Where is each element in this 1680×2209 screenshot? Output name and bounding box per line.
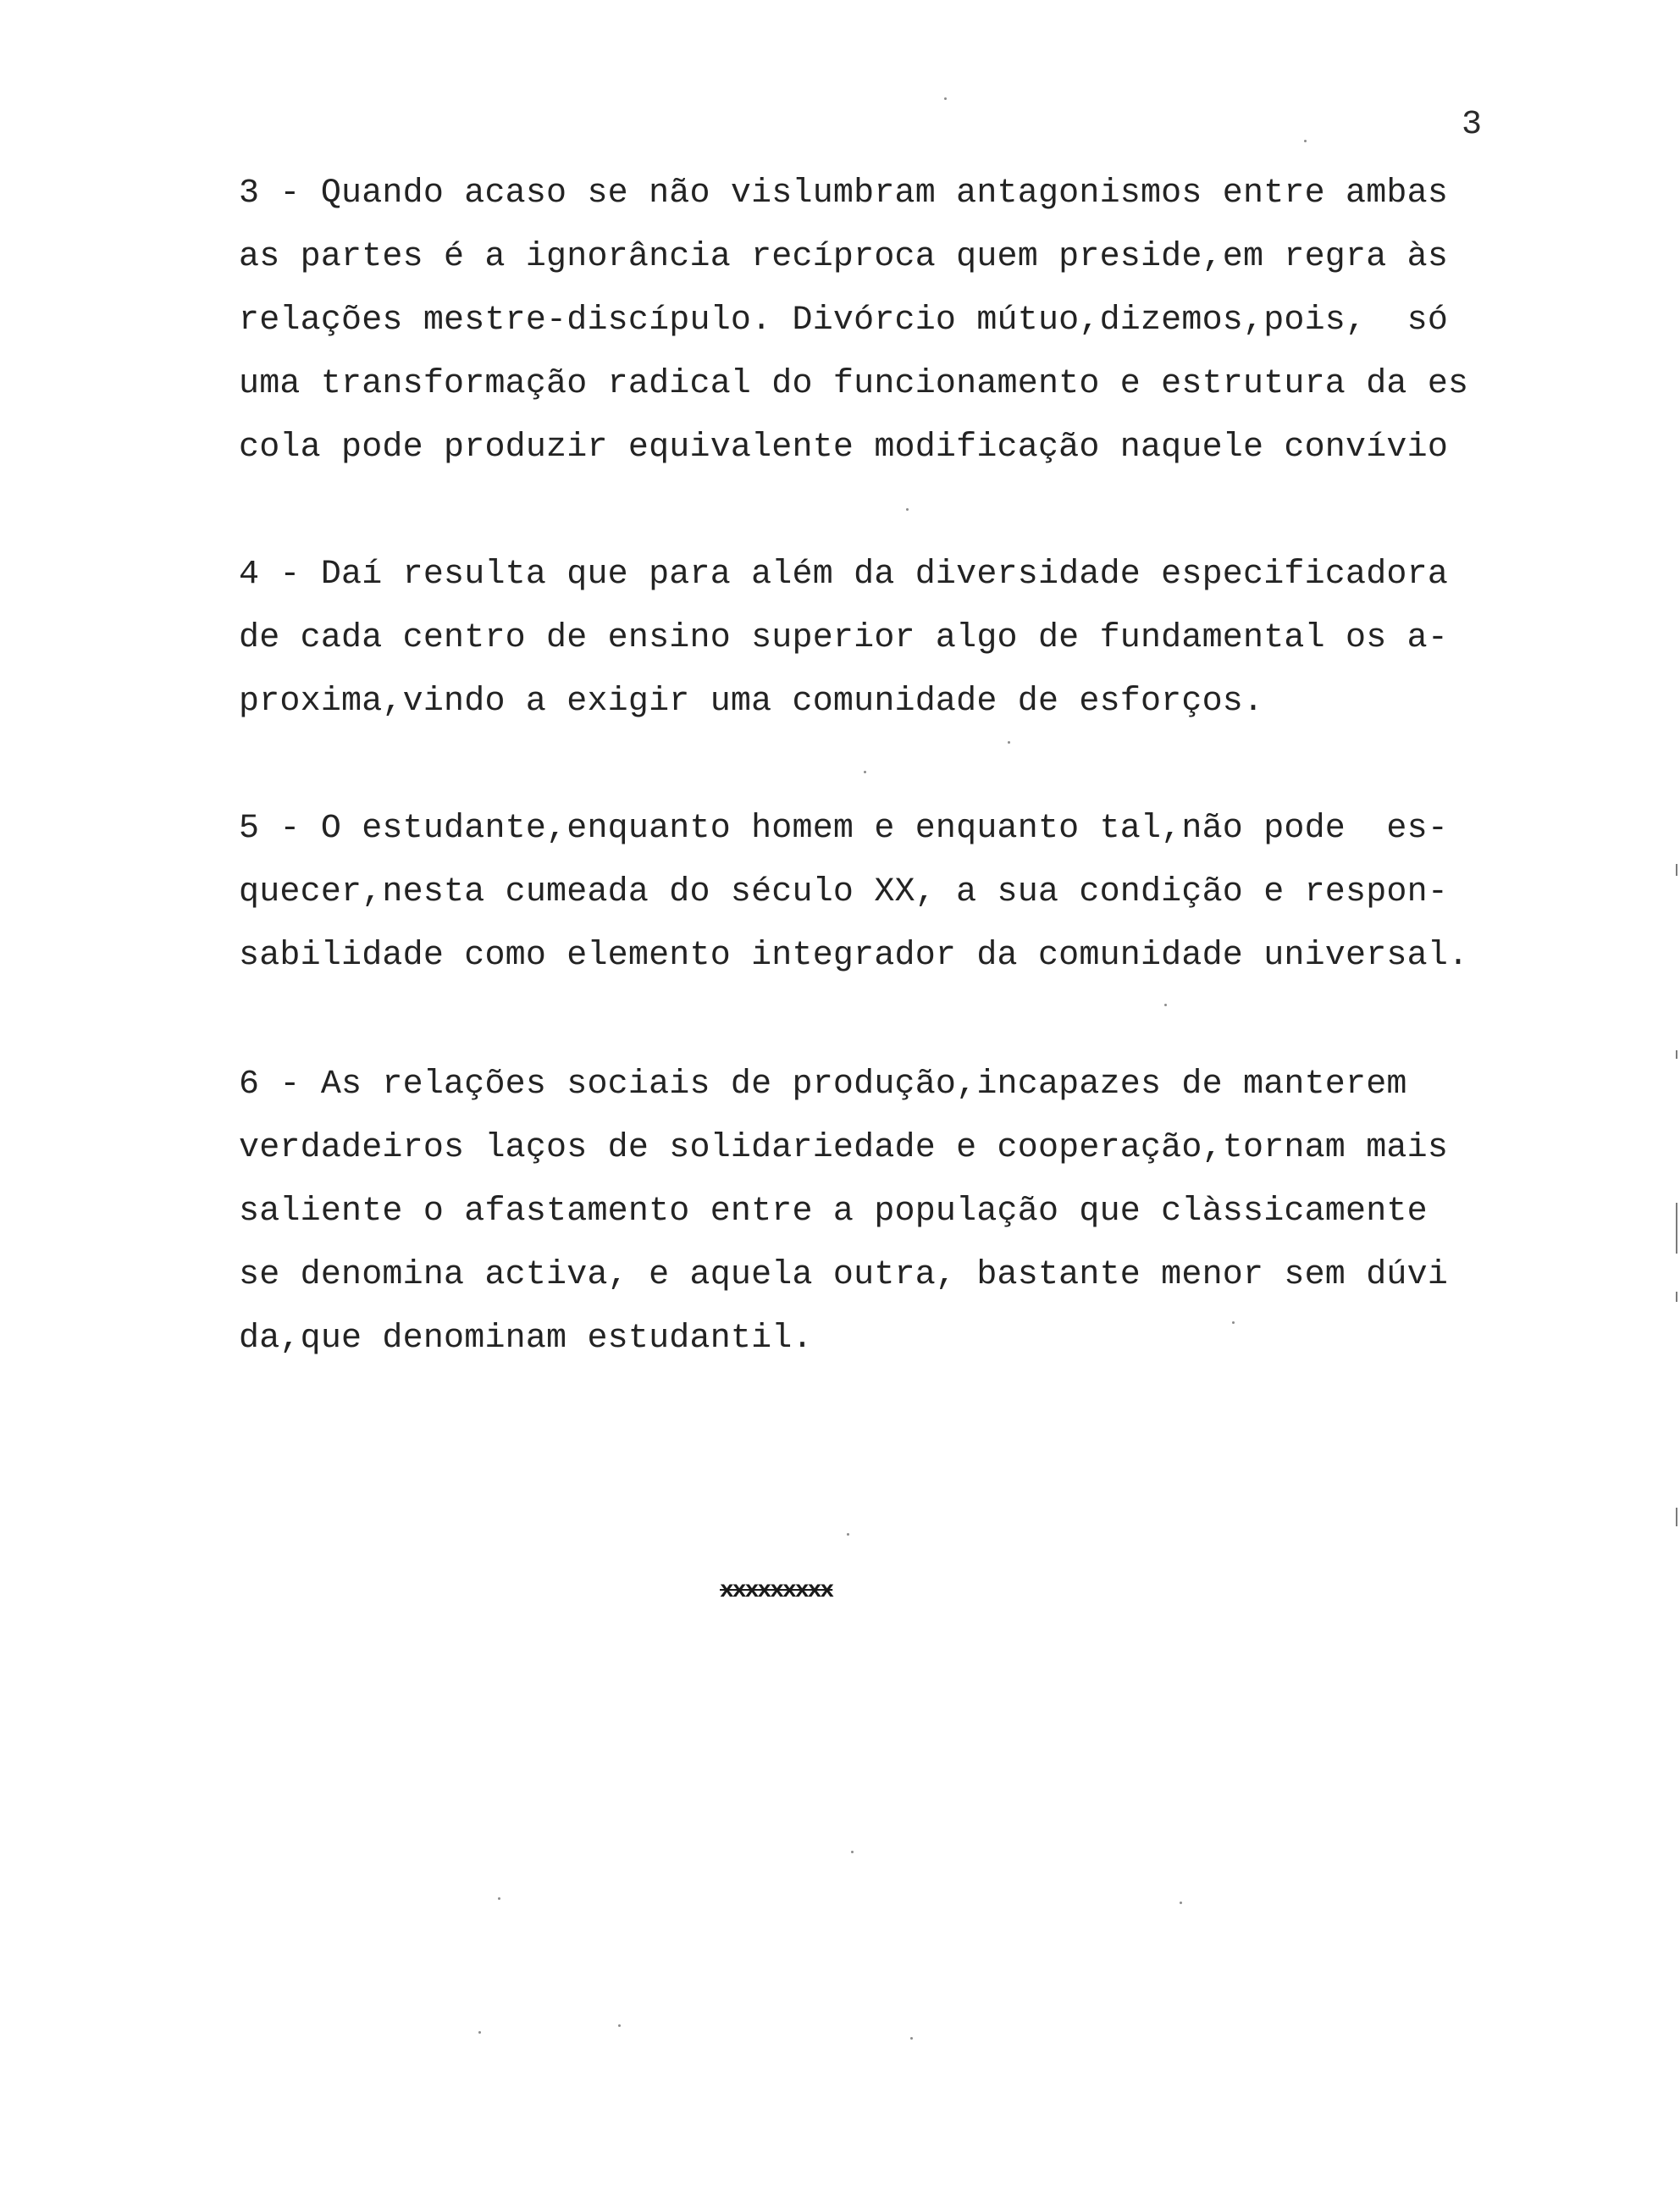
- scan-speck: [1304, 140, 1307, 142]
- scan-speck: [498, 1897, 500, 1900]
- paragraph-4-line-5: da,que denominam estudantil.: [239, 1320, 813, 1358]
- paragraph-4-line-2: verdadeiros laços de solidariedade e cooperação,tornam mais: [239, 1129, 1449, 1167]
- scan-speck: [910, 2037, 913, 2040]
- scan-speck: [1180, 1902, 1182, 1904]
- end-separator: xxxxxxxxx: [720, 1578, 833, 1604]
- scan-edge-mark: [1676, 1508, 1677, 1526]
- paragraph-1-line-5: cola pode produzir equivalente modificação naquele convívio: [239, 429, 1449, 467]
- scan-speck: [851, 1851, 854, 1853]
- scan-speck: [618, 2024, 621, 2027]
- paragraph-2-line-2: de cada centro de ensino superior algo de fundamental os a-: [239, 619, 1449, 657]
- scan-speck: [944, 97, 947, 100]
- paragraph-1-line-3: relações mestre-discípulo. Divórcio mútuo,dizemos,pois, só: [239, 302, 1449, 340]
- paragraph-3-line-1: 5 - O estudante,enquanto homem e enquanto tal,não pode es-: [239, 810, 1449, 848]
- scan-edge-mark: [1676, 1292, 1677, 1302]
- scan-speck: [847, 1533, 849, 1536]
- paragraph-1-line-2: as partes é a ignorância recíproca quem preside,em regra às: [239, 238, 1449, 276]
- paragraph-4-line-4: se denomina activa, e aquela outra, bastante menor sem dúvi: [239, 1256, 1449, 1294]
- paragraph-1-line-4: uma transformação radical do funcionamento e estrutura da es: [239, 365, 1469, 403]
- page-number: 3: [1462, 106, 1483, 144]
- scan-speck: [1164, 1004, 1167, 1006]
- scan-speck: [478, 2031, 481, 2034]
- paragraph-2-line-1: 4 - Daí resulta que para além da diversidade especificadora: [239, 556, 1449, 594]
- paragraph-4-line-1: 6 - As relações sociais de produção,incapazes de manterem: [239, 1066, 1407, 1104]
- scan-edge-mark: [1676, 1050, 1677, 1059]
- scan-edge-mark: [1676, 1203, 1677, 1254]
- scan-edge-mark: [1676, 864, 1677, 876]
- paragraph-3-line-3: sabilidade como elemento integrador da comunidade universal.: [239, 937, 1469, 975]
- scan-speck: [864, 771, 866, 773]
- paragraph-2-line-3: proxima,vindo a exigir uma comunidade de esforços.: [239, 683, 1264, 721]
- paragraph-4-line-3: saliente o afastamento entre a população que clàssicamente: [239, 1193, 1428, 1231]
- paragraph-1-line-1: 3 - Quando acaso se não vislumbram antagonismos entre ambas: [239, 174, 1449, 213]
- paragraph-3-line-2: quecer,nesta cumeada do século XX, a sua condição e respon-: [239, 873, 1449, 911]
- scan-speck: [1232, 1321, 1235, 1324]
- scan-speck: [906, 508, 909, 511]
- scan-speck: [1008, 741, 1010, 744]
